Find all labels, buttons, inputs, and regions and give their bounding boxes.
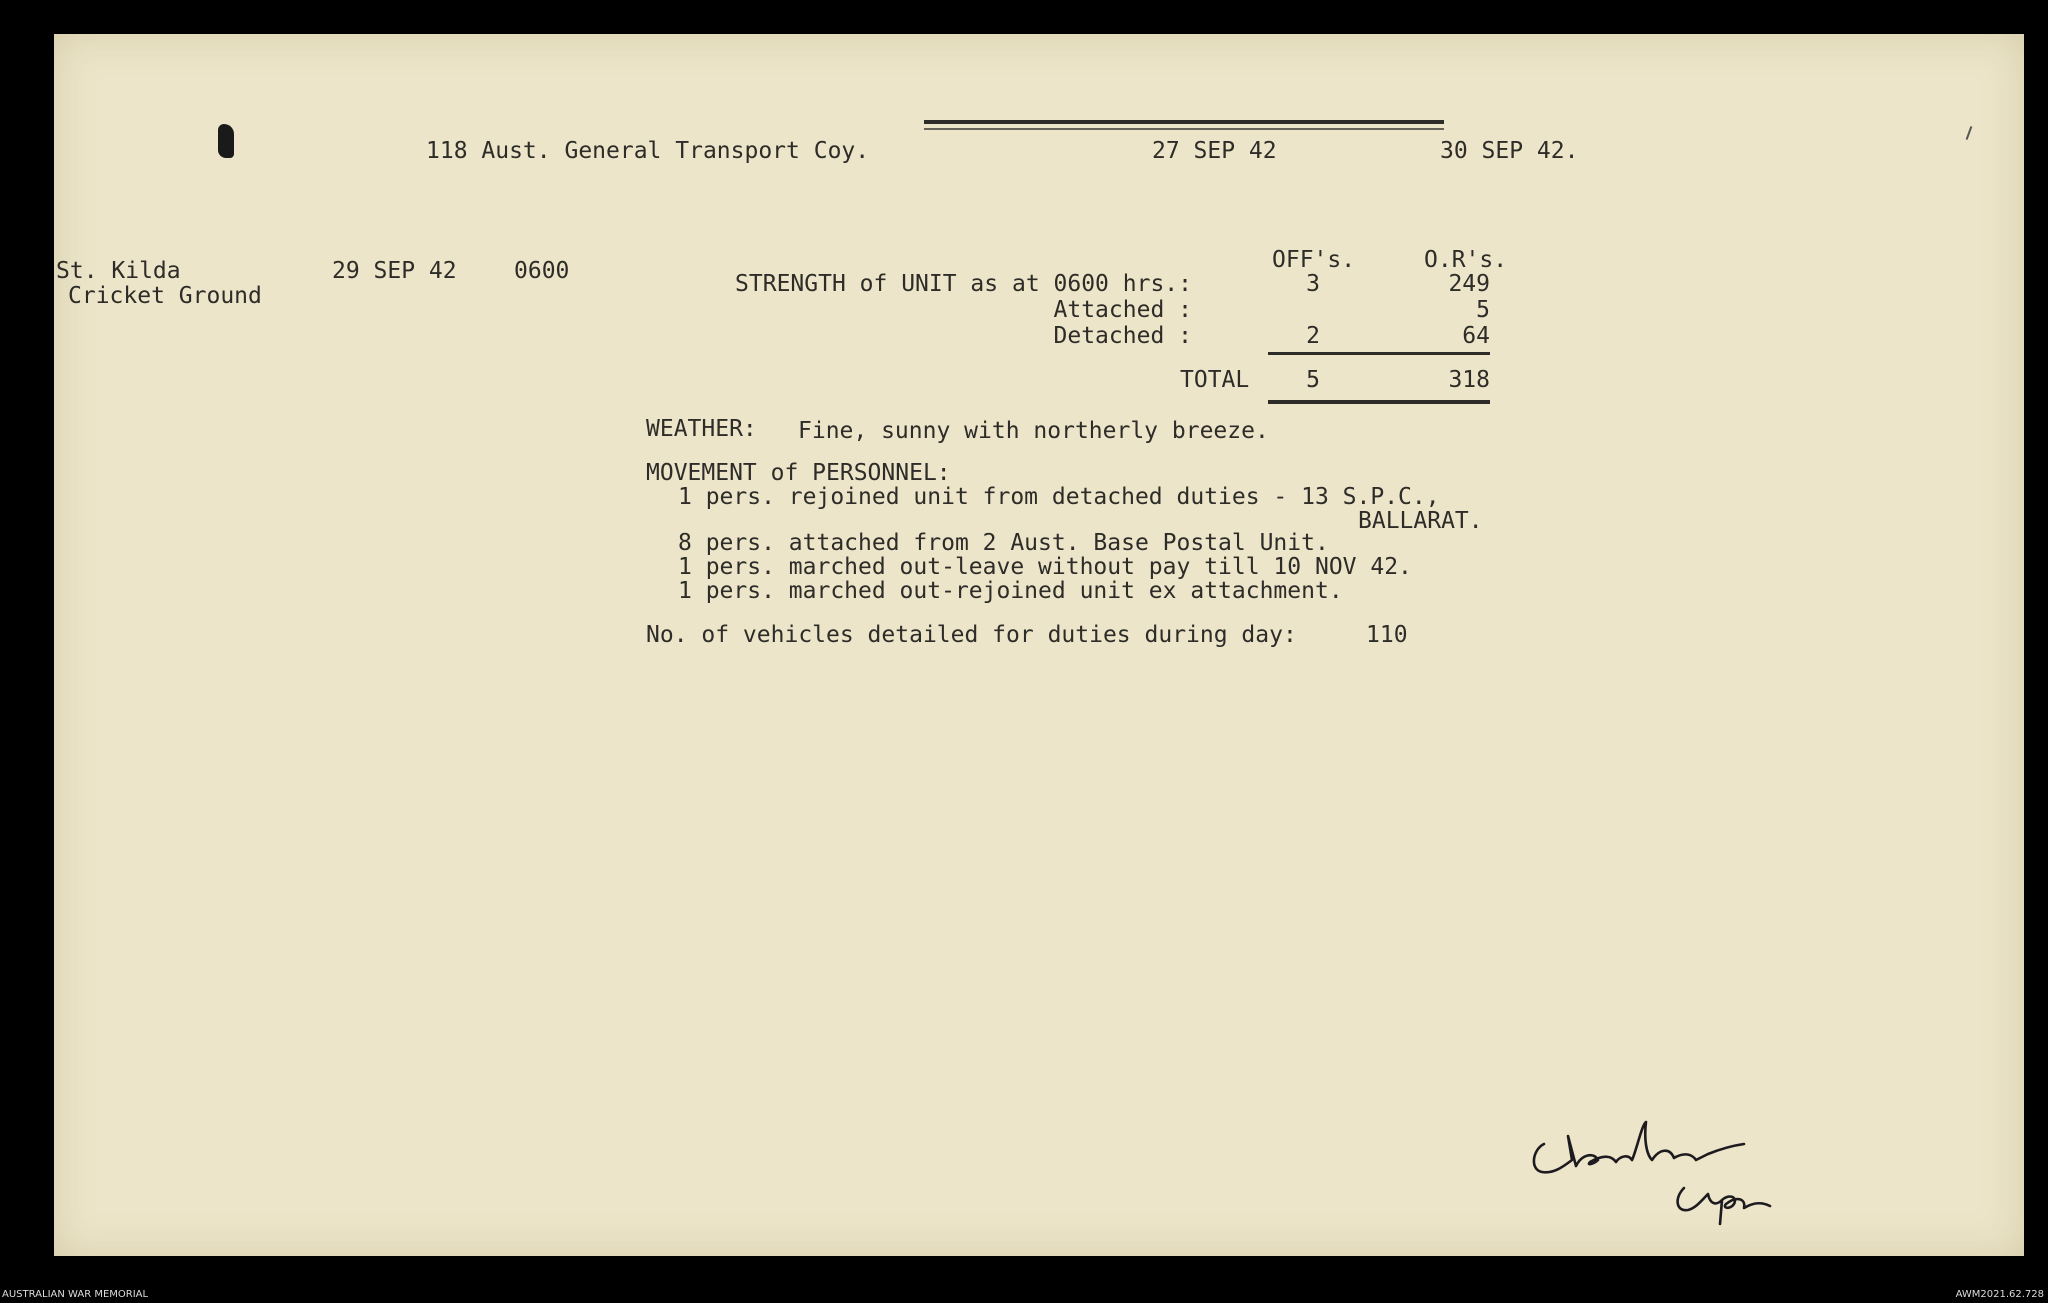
col-ors-header: O.R's. (1424, 247, 1508, 273)
footer-left: AUSTRALIAN WAR MEMORIAL (2, 1289, 149, 1300)
footer-right: AWM2021.62.728 (1955, 1289, 2044, 1300)
total-rule-top (1268, 352, 1490, 355)
signature (1524, 1114, 1784, 1234)
attached-ors: 5 (1476, 297, 1490, 323)
document-page (54, 34, 2024, 1256)
total-offrs: 5 (1306, 367, 1320, 393)
pencil-mark (1966, 126, 1973, 140)
top-rule (924, 120, 1444, 124)
detached-ors: 64 (1462, 323, 1490, 349)
movement-line-3: 1 pers. marched out-leave without pay till 10 NOV 42. (678, 554, 1412, 580)
movement-line-1-cont: BALLARAT. (1358, 508, 1483, 534)
vehicles-value: 110 (1366, 622, 1408, 648)
place-line2: Cricket Ground (68, 283, 262, 309)
top-rule-2 (924, 128, 1444, 130)
detached-offrs: 2 (1306, 323, 1320, 349)
date-from: 27 SEP 42 (1152, 138, 1277, 164)
weather-label: WEATHER: (646, 416, 757, 442)
entry-date: 29 SEP 42 (332, 258, 457, 284)
strength-label: STRENGTH of UNIT as at 0600 hrs.: (735, 271, 1192, 297)
strength-offrs: 3 (1306, 271, 1320, 297)
col-offrs-header: OFF's. (1272, 247, 1356, 273)
total-ors: 318 (1448, 367, 1490, 393)
detached-label: Detached : (1053, 323, 1192, 349)
strength-ors: 249 (1448, 271, 1490, 297)
total-rule-bottom (1268, 400, 1490, 404)
weather-text: Fine, sunny with northerly breeze. (798, 418, 1269, 444)
movement-line-4: 1 pers. marched out-rejoined unit ex attachment. (678, 578, 1343, 604)
movement-line-1: 1 pers. rejoined unit from detached duties - 13 S.P.C., (678, 484, 1440, 510)
date-to: 30 SEP 42. (1440, 138, 1579, 164)
movement-line-2: 8 pers. attached from 2 Aust. Base Postal Unit. (678, 530, 1329, 556)
entry-time: 0600 (514, 258, 570, 284)
attached-label: Attached : (1053, 297, 1192, 323)
total-label: TOTAL (1180, 367, 1250, 393)
place-line1: St. Kilda (56, 258, 181, 284)
vehicles-label: No. of vehicles detailed for duties during day: (646, 622, 1297, 648)
punch-hole-mark (218, 124, 234, 158)
unit-name: 118 Aust. General Transport Coy. (426, 138, 870, 164)
movement-heading: MOVEMENT of PERSONNEL: (646, 460, 951, 486)
